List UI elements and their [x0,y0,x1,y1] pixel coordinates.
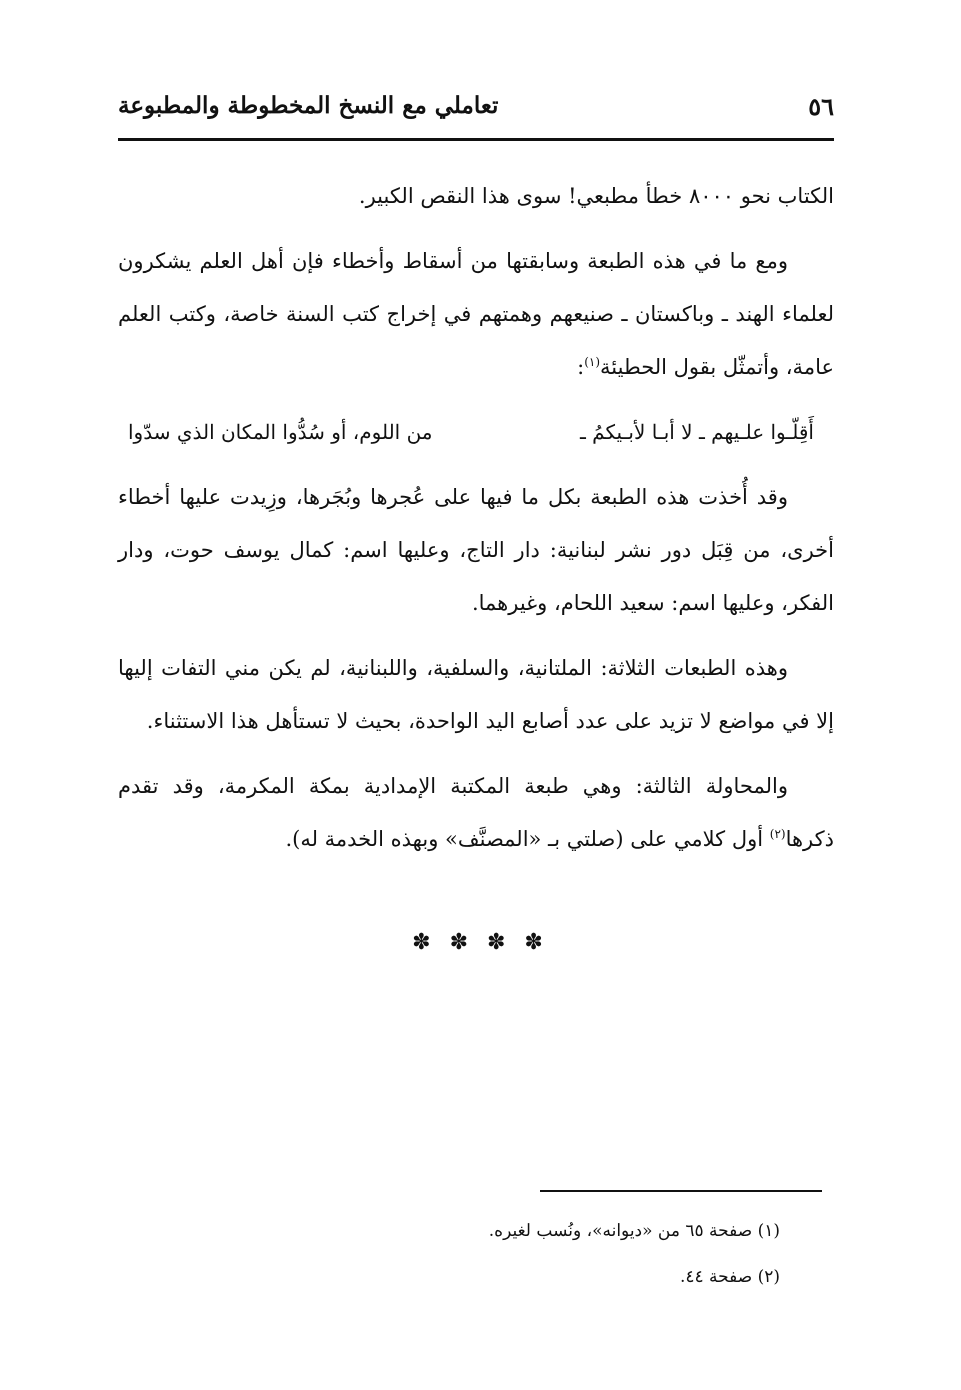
paragraph-2-colon: : [577,355,585,379]
paragraph-2-text: ومع ما في هذه الطبعة وسابقتها من أسقاط وأخطاء فإن أهل العلم يشكرون لعلماء الهند ـ وباكستان ـ صنيعهم وهمتهم في إخراج كتب السنة خاصة، وكتب العلم عامة، وأتمثّل بقول الحطيئة [118,249,834,379]
paragraph-5-text-b: أول كلامي على (صلتي بـ «المصنَّف» وبهذه الخدمة له). [285,827,770,851]
running-title: تعاملي مع النسخ المخطوطة والمطبوعة [118,92,499,119]
footnote-ref-1: (١) [584,355,601,369]
paragraph-1: الكتاب نحو ٨٠٠٠ خطأ مطبعي! سوى هذا النقص الكبير. [358,184,834,208]
header-rule [118,138,834,141]
page-header [118,88,834,130]
paragraph-5 [118,760,834,866]
footnotes [118,1208,780,1300]
verse-second-hemistich: من اللوم، أو سُدُّوا المكان الذي سدّوا [128,420,433,444]
paragraph-2 [118,235,834,394]
paragraph-5-text-a: والمحاولة الثالثة: وهي طبعة المكتبة الإمدادية بمكة المكرمة، وقد تقدم ذكرها [118,774,834,851]
footnote-rule [540,1190,822,1192]
verse-first-hemistich: أَقِلّـوا علـيهم ـ لا أبـا لأبـيكمُ ـ [579,420,814,444]
paragraph-4: وهذه الطبعات الثلاثة: الملتانية، والسلفية، واللبنانية، لم يكن مني التفات إليها إلا في مواضع لا تزيد على عدد أصابع اليد الواحدة، بحيث لا تستأهل هذا الاستثناء. [118,656,834,733]
poetry-verse [118,406,834,459]
body-text [118,170,834,878]
paragraph-3: وقد أُخذت هذه الطبعة بكل ما فيها على عُجرها وبُجَرها، وزِيدت عليها أخطاء أخرى، من قِبَل دور نشر لبنانية: دار التاج، وعليها اسم: كمال يوسف حوت، ودار الفكر، وعليها اسم: سعيد اللحام، وغيرهما. [118,485,834,615]
section-ornament: ✽ ✽ ✽ ✽ [412,930,549,955]
footnote-1: (١) صفحة ٦٥ من «ديوانه»، ونُسب لغيره. [488,1221,780,1241]
footnote-ref-2: (٢) [769,827,786,841]
footnote-2: (٢) صفحة ٤٤. [679,1267,780,1287]
page-number: ٥٦ [808,92,834,121]
